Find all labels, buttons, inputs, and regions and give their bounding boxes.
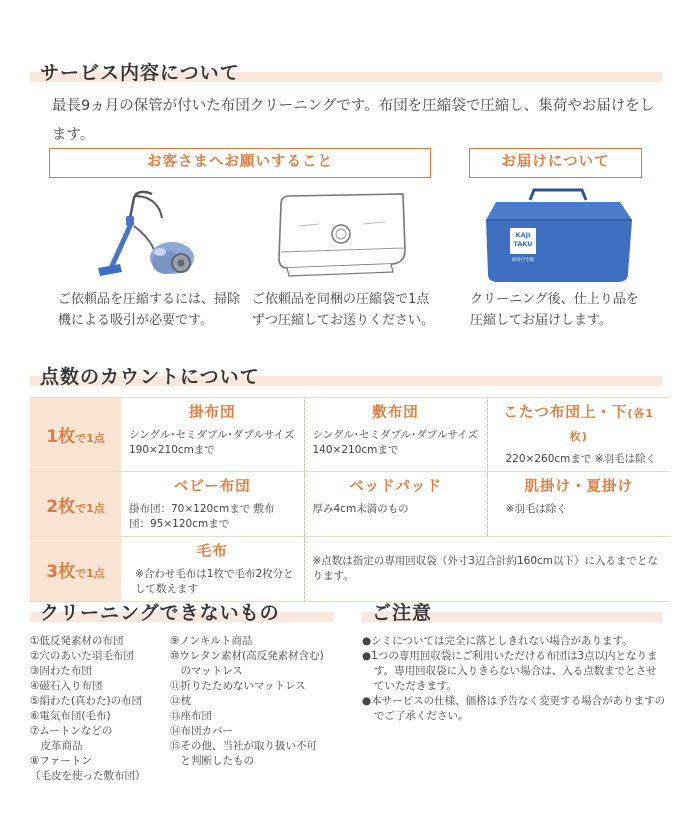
item-name: 掛布団 <box>189 405 236 421</box>
list-item: ⑩ウレタン素材(高反発素材含む) <box>170 650 324 662</box>
service-intro: 最長9ヵ月の保管が付いた布団クリーニングです。布団を圧縮袋で圧縮し、集荷やお届けをします。 <box>52 98 655 143</box>
caption-compress: ご依頼品を同梱の圧縮袋で1点ずつ圧縮してお送りください。 <box>252 292 435 328</box>
list-item: 皮革商品 <box>30 740 83 752</box>
list-item: ⑦ムートンなどの <box>30 725 113 737</box>
caution-list <box>362 634 667 724</box>
caution-item: ●1つの専用回収袋にご利用いただける布団は3点以内となります。専用回収袋に入りきらない場合は、入る点数までとさせていただきます。 <box>362 650 658 692</box>
count-label-unit: で1点 <box>75 566 105 580</box>
item-name: 毛布 <box>196 544 228 560</box>
bag-label-top: KAJI <box>515 231 531 239</box>
count-item <box>121 398 304 472</box>
count-item <box>304 472 487 537</box>
count-label-number: 3枚 <box>46 561 76 582</box>
count-label-number: 2枚 <box>46 496 76 517</box>
list-item: ⑧ファートン <box>30 755 92 767</box>
not-cleanable-title: クリーニングできないもの <box>40 602 280 624</box>
count-table <box>30 397 670 602</box>
not-cleanable-list-1 <box>30 634 146 784</box>
delivery-bag <box>478 188 638 288</box>
count-item <box>121 537 304 602</box>
count-item <box>121 472 304 537</box>
item-desc: ※羽毛は除く <box>505 503 567 515</box>
caution-item: ●本サービスの仕様、価格は予告なく変更する場合がありますのでご了承ください。 <box>362 695 666 722</box>
list-item: のマットレス <box>170 665 243 677</box>
caution-title: ご注意 <box>372 602 433 624</box>
count-note <box>304 537 670 602</box>
item-desc: 220×260cmまで ※羽毛は除く <box>505 453 657 465</box>
item-name: ベビー布団 <box>173 479 251 495</box>
delivery-heading: お届けについて <box>469 148 642 178</box>
list-item: ④磁石入り布団 <box>30 680 103 692</box>
item-desc: シングル･セミダブル･ダブルサイズ 190×210cmまで <box>129 429 295 456</box>
compression-bag-icon <box>275 190 410 282</box>
list-item: ⑤絹わた(真わた)の布団 <box>30 695 143 707</box>
list-item: ⑬座布団 <box>170 710 212 722</box>
caution-item: ●シミについては完全に落としきれない場合があります。 <box>362 635 633 647</box>
item-name: こたつ布団上・下 <box>503 405 628 421</box>
count-item <box>487 398 670 472</box>
bag-label-bottom: TAKU <box>513 240 533 248</box>
item-name: 肌掛け・夏掛け <box>524 479 633 495</box>
bag-label-sub: 保管付宅配 <box>511 258 535 263</box>
count-item <box>304 398 487 472</box>
list-item: ③固わた布団 <box>30 665 92 677</box>
item-desc: 掛布団：70×120cmまで 敷布団：95×120cmまで <box>129 503 275 530</box>
count-label <box>30 472 121 537</box>
list-item: ①低反発素材の布団 <box>30 635 124 647</box>
count-label-unit: で1点 <box>75 432 105 445</box>
delivery-bag-icon <box>478 188 638 288</box>
count-item <box>487 472 670 537</box>
list-item: ⑨ノンキルト商品 <box>170 635 253 647</box>
item-desc: シングル･セミダブル･ダブルサイズ 140×210cmまで <box>312 429 479 456</box>
count-label <box>30 398 121 472</box>
list-item: ⑥電気布団(毛布) <box>30 710 111 722</box>
count-label-unit: で1点 <box>75 501 105 515</box>
item-name-suffix: (各1枚) <box>569 407 655 443</box>
request-heading: お客さまへお願いすること <box>49 148 431 178</box>
list-item: ⑪折りたためないマットレス <box>170 680 306 692</box>
item-desc: 厚み4cm未満のもの <box>312 503 409 515</box>
list-item: と判断したもの <box>170 755 254 767</box>
caption-vacuum: ご依頼品を圧縮するには、掃除機による吸引が必要です。 <box>58 292 241 328</box>
not-cleanable-list-2 <box>170 634 324 769</box>
service-title: サービス内容について <box>40 62 240 84</box>
counting-title: 点数のカウントについて <box>40 366 260 388</box>
caption-delivery: クリーニング後、仕上り品を圧縮してお届けします。 <box>470 292 639 328</box>
item-name: ベッドパッド <box>349 479 442 495</box>
count-label <box>30 537 121 602</box>
item-name: 敷布団 <box>372 405 419 421</box>
list-item: ⑭布団カバー <box>170 725 233 737</box>
count-note-text: ※点数は指定の専用回収袋（外寸3辺合計約160cm以下）に入るまでとなります。 <box>312 555 659 582</box>
list-item: ⑫枕 <box>170 695 191 707</box>
list-item: ②穴のあいた羽毛布団 <box>30 650 134 662</box>
vacuum-cleaner-icon <box>90 188 200 283</box>
count-row <box>30 472 670 537</box>
list-item: ⑮その他、当社が取り扱い不可 <box>170 740 317 752</box>
count-label-number: 1枚 <box>46 427 76 447</box>
count-row <box>30 537 670 602</box>
list-item: （毛皮を使った敷布団） <box>30 770 146 782</box>
count-row <box>30 398 670 472</box>
item-desc: ※合わせ毛布は1枚で毛布2枚分として数えます <box>135 568 294 595</box>
